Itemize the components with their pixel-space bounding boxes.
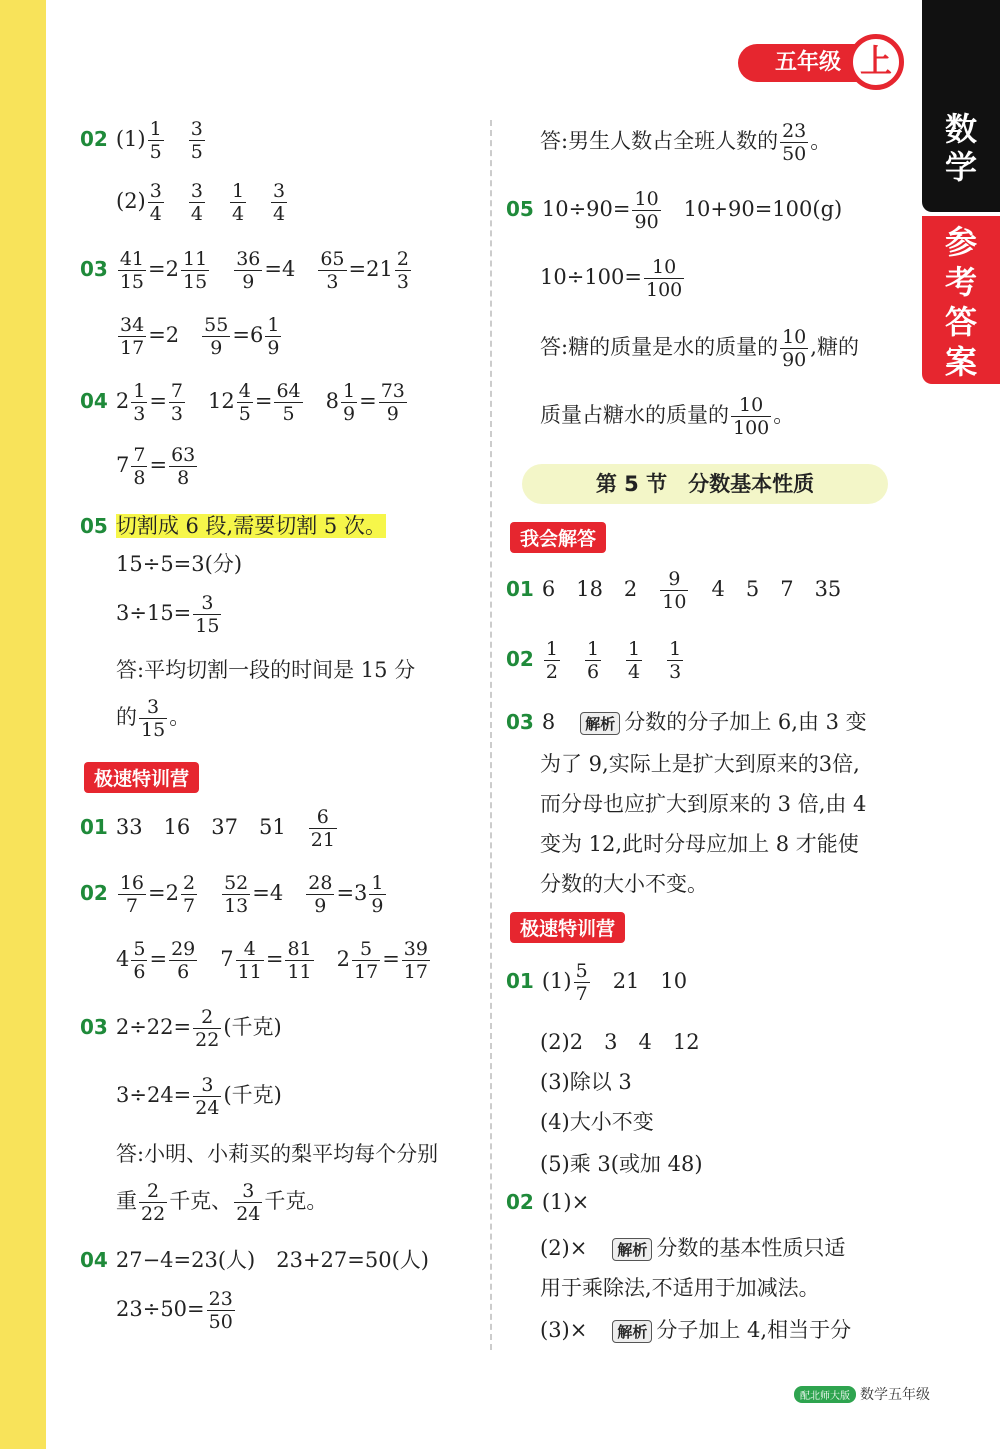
s03-line1: 03 2÷22= $\frac{2}{22}$ (千克) [80,1006,282,1051]
section-title: 第 5 节 分数基本性质 [522,464,888,504]
a01-tail: 4 5 7 35 [711,577,842,601]
s04-line2: 23÷50= $\frac{23}{50}$ [116,1288,233,1333]
s04-expr: 23÷50= [116,1297,205,1321]
analysis-badge-3: 解析 [612,1320,652,1343]
a02-number: 02 [506,647,534,671]
r05-ans1-tail: ,糖的 [810,335,859,359]
q04-number: 04 [80,389,108,413]
b02-line3: 用于乘除法,不适用于加减法。 [540,1276,820,1300]
answers-label: 参考答案 [944,223,977,381]
q02-line1: 02 (1) $\frac{1}{5}$ $\frac{3}{5}$ [80,118,203,163]
q05-line1 [80,510,386,540]
yellow-margin-stripe [0,0,46,1449]
q02-number: 02 [80,127,108,151]
grade-badge [738,30,938,90]
s04-line1 [80,1244,429,1274]
q05-line3: 3÷15= $\frac{3}{15}$ [116,592,220,637]
solve-tag [510,522,606,553]
s01-number: 01 [80,815,108,839]
a01-number: 01 [506,577,534,601]
s03-expr1: 2÷22= [115,1015,192,1039]
b01-line2: (2)2 3 4 12 [540,1030,700,1054]
q04-line1: 04 2 $\frac{1}{3}$ = $\frac{7}{3}$ 12 $\frac{4}{5}$ = $\frac{64}{5}$ 8 $\frac{1}{9}$ = $\frac{73}{9}$ [80,380,405,425]
s02-number: 02 [80,881,108,905]
answers-tab [922,216,1000,384]
b02-line4 [540,1314,851,1344]
q05-expr: 3÷15= [116,601,192,625]
s01-text: 33 16 37 51 [115,815,286,839]
q05-line2: 15÷5=3(分) [116,552,243,576]
s03-unit1: (千克) [223,1015,282,1039]
r05-ans2-text: 质量占糖水的质量的 [540,403,729,427]
top-answer: 答:男生人数占全班人数的 $\frac{23}{50}$ 。 [540,120,832,165]
s02-line2: 4 $\frac{5}{6}$ = $\frac{29}{6}$ 7 $\frac{4}{11}$ = $\frac{81}{11}$ 2 $\frac{5}{17}$ = $\frac{39}{17}$ [116,938,428,983]
s03-number: 03 [80,1015,108,1039]
solve-tag-label: 我会解答 [510,522,606,553]
b01-number: 01 [506,969,534,993]
q05-answer1: 答:平均切割一段的时间是 15 分 [116,658,416,682]
q04-line2: 7 $\frac{7}{8}$ = $\frac{63}{8}$ [116,444,196,489]
r05-expr1: 10÷90= [541,197,631,221]
s03-ans-end: 千克。 [264,1189,328,1213]
r05-line1: 05 10÷90= $\frac{10}{90}$ 10+90=100(g) [506,188,843,233]
q03-line1: 03 $\frac{41}{15}$ =2 $\frac{11}{15}$ $\frac{36}{9}$ =4 $\frac{65}{3}$ =21 $\frac{2}{3}$ [80,248,409,293]
s03-answer2: 重 $\frac{2}{22}$ 千克、 $\frac{3}{24}$ 千克。 [116,1180,328,1225]
speed-tag2-label: 极速特训营 [510,912,625,943]
b01-line3: (3)除以 3 [540,1070,632,1094]
b02-text4b: 分子加上 4,相当于分 [656,1318,852,1342]
r05-expr3: 10÷100= [540,265,642,289]
s02-line1: 02 $\frac{16}{7}$ =2 $\frac{2}{7}$ $\frac{52}{13}$ =4 $\frac{28}{9}$ =3 $\frac{1}{9}$ [80,872,384,917]
a03-line5: 分数的大小不变。 [540,872,708,896]
subject-label: 数学 [944,110,977,186]
top-answer-text: 答:男生人数占全班人数的 [540,129,779,153]
a02-line: 02 $\frac{1}{2}$ $\frac{1}{6}$ $\frac{1}{4}$ $\frac{1}{3}$ [506,638,682,683]
b01-line1: 01 (1) $\frac{5}{7}$ 21 10 [506,960,688,1005]
a03-line3: 而分母也应扩大到原来的 3 倍,由 4 [540,792,867,816]
q05-highlight-text: 切割成 6 段,需要切割 5 次。 [115,514,386,538]
speed-training-tag-2 [510,912,625,943]
b01-line5: (5)乘 3(或加 48) [540,1152,703,1176]
b01-label1: (1) [541,969,572,993]
speed-tag-label: 极速特训营 [84,762,199,793]
a03-number: 03 [506,710,534,734]
edition-pill: 配北师大版 [794,1386,856,1403]
b02-line2 [540,1232,845,1262]
a03-line1 [506,706,867,736]
term-label: 上 [848,34,904,90]
b02-text1: (1)× [541,1190,590,1214]
s03-ans-prefix: 重 [116,1189,137,1213]
a01-line: 01 6 18 2 $\frac{9}{10}$ 4 5 7 35 [506,568,842,613]
s03-answer1: 答:小明、小莉买的梨平均每个分别 [116,1142,439,1166]
s04-text1: 27−4=23(人) 23+27=50(人) [115,1248,429,1272]
b02-text2b: 分数的基本性质只适 [656,1236,846,1260]
grade-label: 五年级 [738,44,878,82]
q05-number: 05 [80,514,108,538]
a03-line4: 变为 12,此时分母应加上 8 才能使 [540,832,859,856]
b02-line1 [506,1190,589,1214]
b02-text2: (2)× [540,1236,588,1260]
page-footer [794,1384,930,1404]
r05-answer1: 答:糖的质量是水的质量的 $\frac{10}{90}$ ,糖的 [540,326,859,371]
s03-line2: 3÷24= $\frac{3}{24}$ (千克) [116,1074,282,1119]
a01-text: 6 18 2 [541,577,638,601]
s03-expr2: 3÷24= [116,1083,192,1107]
a03-line2: 为了 9,实际上是扩大到原来的3倍, [540,752,860,776]
a03-value: 8 [541,710,556,734]
r05-ans1-text: 答:糖的质量是水的质量的 [540,335,779,359]
b01-text1: 21 10 [612,969,688,993]
r05-number: 05 [506,197,534,221]
analysis-badge-2: 解析 [612,1238,652,1261]
a03-text1: 分数的分子加上 6,由 3 变 [624,710,867,734]
analysis-badge: 解析 [580,712,620,735]
r05-line2: 10÷100= $\frac{10}{100}$ [540,256,683,301]
b02-number: 02 [506,1190,534,1214]
q05-answer2: 的 $\frac{3}{15}$ 。 [116,696,191,741]
r05-answer2: 质量占糖水的质量的 $\frac{10}{100}$ 。 [540,394,795,439]
subject-tab [922,0,1000,212]
s03-unit2: (千克) [223,1083,282,1107]
s01-line: 01 33 16 37 51 $\frac{6}{21}$ [80,806,335,851]
b02-text4: (3)× [540,1318,588,1342]
s04-number: 04 [80,1248,108,1272]
q05-answer2-prefix: 的 [116,705,137,729]
q03-line2: $\frac{34}{17}$ =2 $\frac{55}{9}$ =6 $\frac{1}{9}$ [120,314,280,359]
q02-line2: (2) $\frac{3}{4}$ $\frac{3}{4}$ $\frac{1}{4}$ $\frac{3}{4}$ [116,180,286,225]
column-divider [490,120,492,1350]
speed-training-tag [84,762,199,793]
s03-ans-mid: 千克、 [169,1189,233,1213]
footer-text: 数学五年级 [860,1387,930,1403]
b01-line4: (4)大小不变 [540,1110,654,1134]
q03-number: 03 [80,257,108,281]
r05-expr2: 10+90=100(g) [683,197,843,221]
